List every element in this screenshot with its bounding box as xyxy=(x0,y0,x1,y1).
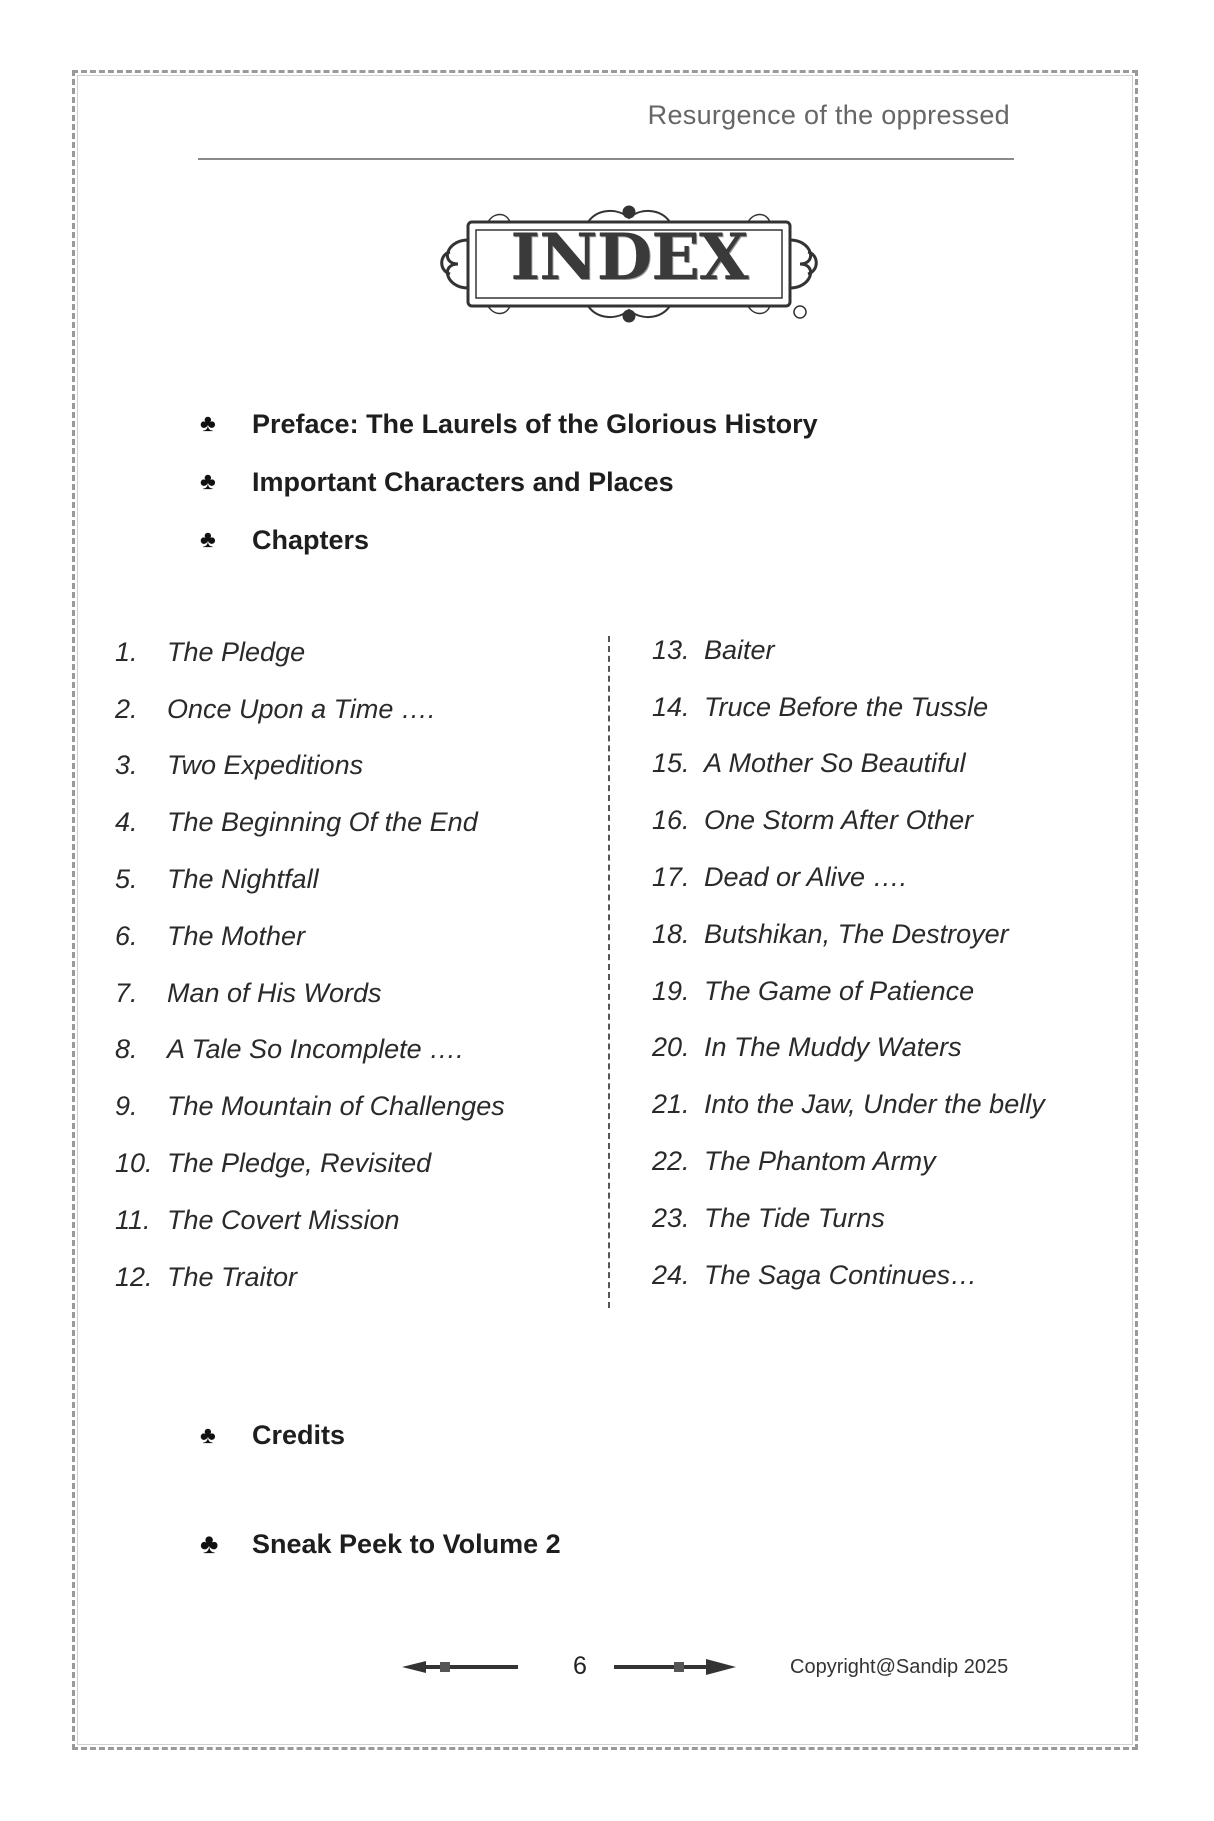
chapter-number: 20. xyxy=(652,1032,690,1063)
chapter-title: Baiter xyxy=(704,634,775,665)
chapter-title: The Beginning Of the End xyxy=(167,807,478,838)
chapter-number: 19. xyxy=(652,975,690,1006)
chapter-list-left xyxy=(115,624,505,1306)
section-sneak-peek xyxy=(200,1528,561,1560)
club-suit-icon: ♣ xyxy=(200,1528,219,1559)
index-title: INDEX xyxy=(510,220,748,295)
chapter-number: 9. xyxy=(115,1091,138,1122)
chapter-title: The Phantom Army xyxy=(704,1146,936,1177)
chapter-number: 18. xyxy=(652,918,690,949)
chapter-number: 14. xyxy=(652,691,690,722)
section-preface xyxy=(200,395,818,453)
chapter-item xyxy=(652,1247,1045,1304)
chapter-item xyxy=(115,738,505,795)
page-footer xyxy=(0,1652,1214,1692)
chapter-item xyxy=(115,1022,505,1079)
chapter-title: Truce Before the Tussle xyxy=(704,691,989,722)
section-label: Preface: The Laurels of the Glorious History xyxy=(252,408,818,439)
chapter-item xyxy=(652,736,1045,793)
chapter-title: A Tale So Incomplete …. xyxy=(167,1034,464,1065)
chapter-item xyxy=(115,681,505,738)
spear-left-icon xyxy=(402,1652,520,1682)
section-credits xyxy=(200,1420,345,1451)
chapter-number: 12. xyxy=(115,1261,153,1292)
chapter-number: 8. xyxy=(115,1034,138,1065)
chapter-title: The Tide Turns xyxy=(704,1202,885,1233)
chapter-item xyxy=(652,679,1045,736)
chapter-title: A Mother So Beautiful xyxy=(704,748,966,779)
chapter-title: Butshikan, The Destroyer xyxy=(704,918,1009,949)
chapter-item xyxy=(652,849,1045,906)
chapter-number: 23. xyxy=(652,1202,690,1233)
chapter-number: 6. xyxy=(115,920,138,951)
chapter-number: 5. xyxy=(115,864,138,895)
chapter-title: Once Upon a Time …. xyxy=(167,693,436,724)
section-chapters xyxy=(200,511,818,569)
top-sections-list xyxy=(200,395,818,569)
chapter-item xyxy=(115,851,505,908)
chapter-number: 13. xyxy=(652,634,690,665)
chapter-number: 22. xyxy=(652,1146,690,1177)
chapter-title: The Saga Continues… xyxy=(704,1259,978,1290)
chapter-title: The Mountain of Challenges xyxy=(167,1091,505,1122)
chapter-item xyxy=(115,1078,505,1135)
chapter-title: The Mother xyxy=(167,920,306,951)
chapter-item xyxy=(652,1190,1045,1247)
chapter-number: 4. xyxy=(115,807,138,838)
chapter-item xyxy=(652,1020,1045,1077)
chapter-item xyxy=(115,1135,505,1192)
chapter-list-right xyxy=(652,622,1045,1304)
page-number: 6 xyxy=(573,1652,587,1680)
chapter-title: The Covert Mission xyxy=(167,1204,400,1235)
chapter-title: Two Expeditions xyxy=(167,750,364,781)
section-label: Chapters xyxy=(252,524,370,555)
chapter-item xyxy=(652,906,1045,963)
chapter-title: Into the Jaw, Under the belly xyxy=(704,1089,1045,1120)
chapter-number: 11. xyxy=(115,1204,151,1235)
column-divider xyxy=(608,636,610,1308)
chapter-item xyxy=(115,908,505,965)
index-banner xyxy=(428,200,830,328)
chapter-item xyxy=(652,1133,1045,1190)
chapter-title: One Storm After Other xyxy=(704,805,974,836)
chapter-number: 16. xyxy=(652,805,690,836)
chapter-item xyxy=(115,965,505,1022)
chapter-item xyxy=(652,1076,1045,1133)
chapter-title: The Pledge, Revisited xyxy=(167,1148,432,1179)
chapter-item xyxy=(652,963,1045,1020)
section-label: Credits xyxy=(252,1420,346,1450)
chapter-number: 15. xyxy=(652,748,690,779)
chapter-title: In The Muddy Waters xyxy=(704,1032,962,1063)
chapter-item xyxy=(652,792,1045,849)
chapter-item xyxy=(115,794,505,851)
chapter-title: Dead or Alive …. xyxy=(704,862,908,893)
chapter-item xyxy=(115,1249,505,1306)
chapter-number: 24. xyxy=(652,1259,690,1290)
club-suit-icon: ♣ xyxy=(200,410,216,437)
header-rule xyxy=(198,158,1014,160)
chapter-title: The Game of Patience xyxy=(704,975,975,1006)
section-characters xyxy=(200,453,818,511)
chapter-item xyxy=(115,624,505,681)
section-label: Important Characters and Places xyxy=(252,466,674,497)
running-head: Resurgence of the oppressed xyxy=(647,100,1010,130)
chapter-title: Man of His Words xyxy=(167,977,382,1008)
chapter-title: The Traitor xyxy=(167,1261,298,1292)
chapter-number: 3. xyxy=(115,750,138,781)
club-suit-icon: ♣ xyxy=(200,468,216,495)
copyright-notice: Copyright@Sandip 2025 xyxy=(790,1656,1009,1678)
chapter-item xyxy=(115,1192,505,1249)
club-suit-icon: ♣ xyxy=(200,526,216,553)
club-suit-icon: ♣ xyxy=(200,1421,216,1449)
chapter-number: 7. xyxy=(115,977,138,1008)
chapter-title: The Nightfall xyxy=(167,864,319,895)
chapter-title: The Pledge xyxy=(167,636,306,667)
chapter-number: 10. xyxy=(115,1148,153,1179)
chapter-number: 21. xyxy=(652,1089,690,1120)
chapter-number: 1. xyxy=(115,636,138,667)
chapter-item xyxy=(652,622,1045,679)
chapter-number: 17. xyxy=(652,862,690,893)
section-label: Sneak Peek to Volume 2 xyxy=(252,1528,561,1559)
spear-right-icon xyxy=(612,1652,736,1682)
chapter-number: 2. xyxy=(115,693,138,724)
